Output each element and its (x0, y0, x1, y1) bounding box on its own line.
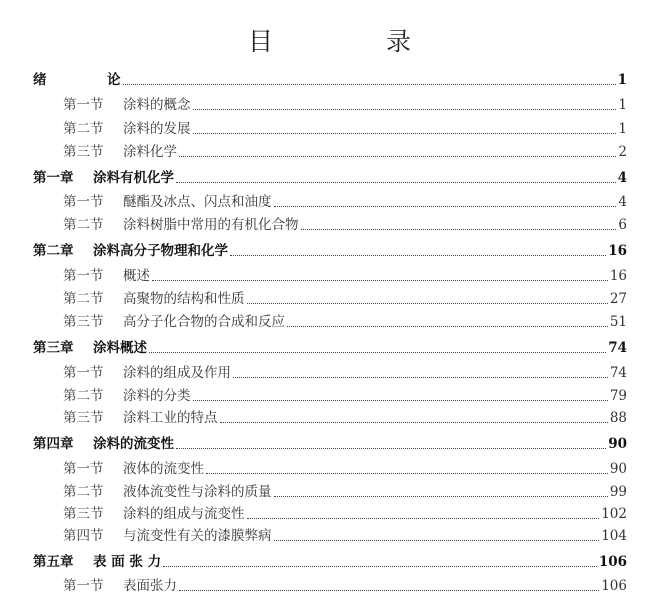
dot-leader (193, 133, 617, 134)
page-number: 106 (601, 578, 627, 594)
chapter-title: 涂料概述 (93, 340, 147, 356)
section-prefix: 第一节 (63, 365, 104, 381)
chapter-prefix: 第一章 (33, 170, 74, 186)
section-title: 涂料工业的特点 (123, 410, 218, 426)
section-title: 液体的流变性 (123, 461, 204, 477)
toc-chapter-entry[interactable] (33, 550, 627, 570)
page-number: 79 (609, 388, 627, 404)
toc-section-entry[interactable] (63, 190, 627, 210)
page-number: 102 (601, 506, 627, 522)
page-number: 2 (618, 144, 627, 160)
chapter-title: 涂料有机化学 (93, 170, 174, 186)
page-number: 99 (609, 484, 627, 500)
section-prefix: 第二节 (63, 291, 104, 307)
section-title: 与流变性有关的漆膜弊病 (123, 528, 272, 544)
chapter-title: 论 (107, 72, 121, 88)
toc-section-entry[interactable] (63, 213, 627, 233)
section-title: 涂料的分类 (123, 388, 191, 404)
dot-leader (247, 303, 608, 304)
toc-section-entry[interactable] (63, 574, 627, 594)
toc-section-entry[interactable] (63, 384, 627, 404)
page-number: 4 (618, 194, 627, 210)
dot-leader (179, 590, 599, 591)
toc-section-entry[interactable] (63, 502, 627, 522)
section-title: 涂料的组成与流变性 (123, 506, 245, 522)
toc-section-entry[interactable] (63, 117, 627, 137)
toc-section-entry[interactable] (63, 264, 627, 284)
section-prefix: 第二节 (63, 388, 104, 404)
page-title: 目 录 (247, 27, 455, 56)
chapter-prefix: 第二章 (33, 243, 74, 259)
chapter-prefix: 第四章 (33, 436, 74, 452)
toc-section-entry[interactable] (63, 310, 627, 330)
dot-leader (230, 255, 606, 256)
section-title: 涂料化学 (123, 144, 177, 160)
chapter-title: 涂料的流变性 (93, 436, 174, 452)
dot-leader (233, 377, 608, 378)
toc-chapter-entry[interactable] (33, 166, 627, 186)
page-number: 6 (618, 217, 627, 233)
dot-leader (287, 326, 608, 327)
section-prefix: 第三节 (63, 410, 104, 426)
dot-leader (149, 352, 606, 353)
dot-leader (193, 109, 617, 110)
toc-section-entry[interactable] (63, 361, 627, 381)
toc-section-entry[interactable] (63, 480, 627, 500)
toc-section-entry[interactable] (63, 287, 627, 307)
page-number: 90 (608, 436, 627, 452)
section-title: 高聚物的结构和性质 (123, 291, 245, 307)
section-title: 涂料的组成及作用 (123, 365, 231, 381)
dot-leader (274, 496, 608, 497)
toc-chapter-entry[interactable] (33, 68, 627, 88)
page-number: 74 (609, 365, 627, 381)
dot-leader (176, 448, 606, 449)
section-prefix: 第二节 (63, 217, 104, 233)
section-prefix: 第二节 (63, 484, 104, 500)
section-prefix: 第一节 (63, 578, 104, 594)
page-number: 88 (609, 410, 627, 426)
dot-leader (193, 400, 608, 401)
dot-leader (152, 280, 608, 281)
page-number: 104 (601, 528, 627, 544)
section-prefix: 第一节 (63, 97, 104, 113)
toc-section-entry[interactable] (63, 524, 627, 544)
dot-leader (163, 566, 597, 567)
chapter-prefix: 第三章 (33, 340, 74, 356)
toc-chapter-entry[interactable] (33, 239, 627, 259)
section-title: 涂料的发展 (123, 121, 191, 137)
dot-leader (247, 518, 600, 519)
chapter-title: 表 面 张 力 (93, 554, 162, 570)
section-title: 醚酯及冰点、闪点和油度 (123, 194, 272, 210)
dot-leader (179, 156, 616, 157)
section-prefix: 第三节 (63, 506, 104, 522)
page-number: 74 (608, 340, 627, 356)
page-number: 4 (617, 170, 627, 186)
dot-leader (274, 540, 600, 541)
page-number: 90 (609, 461, 627, 477)
dot-leader (274, 206, 617, 207)
section-prefix: 第三节 (63, 314, 104, 330)
dot-leader (123, 84, 616, 85)
section-prefix: 第二节 (63, 121, 104, 137)
page-number: 1 (618, 97, 627, 113)
toc-section-entry[interactable] (63, 140, 627, 160)
chapter-prefix: 绪 (33, 72, 47, 88)
section-prefix: 第一节 (63, 268, 104, 284)
toc-chapter-entry[interactable] (33, 336, 627, 356)
section-title: 表面张力 (123, 578, 177, 594)
chapter-title: 涂料高分子物理和化学 (93, 243, 228, 259)
dot-leader (220, 422, 608, 423)
section-title: 涂料树脂中常用的有机化合物 (123, 217, 299, 233)
dot-leader (176, 182, 616, 183)
toc-chapter-entry[interactable] (33, 432, 627, 452)
dot-leader (301, 229, 617, 230)
page-number: 16 (609, 268, 627, 284)
page-number: 1 (617, 72, 627, 88)
page-number: 51 (609, 314, 627, 330)
section-prefix: 第一节 (63, 461, 104, 477)
page-number: 106 (598, 554, 627, 570)
section-prefix: 第四节 (63, 528, 104, 544)
section-prefix: 第三节 (63, 144, 104, 160)
page-number: 1 (618, 121, 627, 137)
page-number: 27 (609, 291, 627, 307)
page-number: 16 (608, 243, 627, 259)
section-title: 高分子化合物的合成和反应 (123, 314, 285, 330)
toc-section-entry[interactable] (63, 93, 627, 113)
chapter-prefix: 第五章 (33, 554, 74, 570)
toc-section-entry[interactable] (63, 406, 627, 426)
dot-leader (206, 473, 608, 474)
section-title: 液体流变性与涂料的质量 (123, 484, 272, 500)
section-title: 涂料的概念 (123, 97, 191, 113)
toc-section-entry[interactable] (63, 457, 627, 477)
section-title: 概述 (123, 268, 150, 284)
section-prefix: 第一节 (63, 194, 104, 210)
